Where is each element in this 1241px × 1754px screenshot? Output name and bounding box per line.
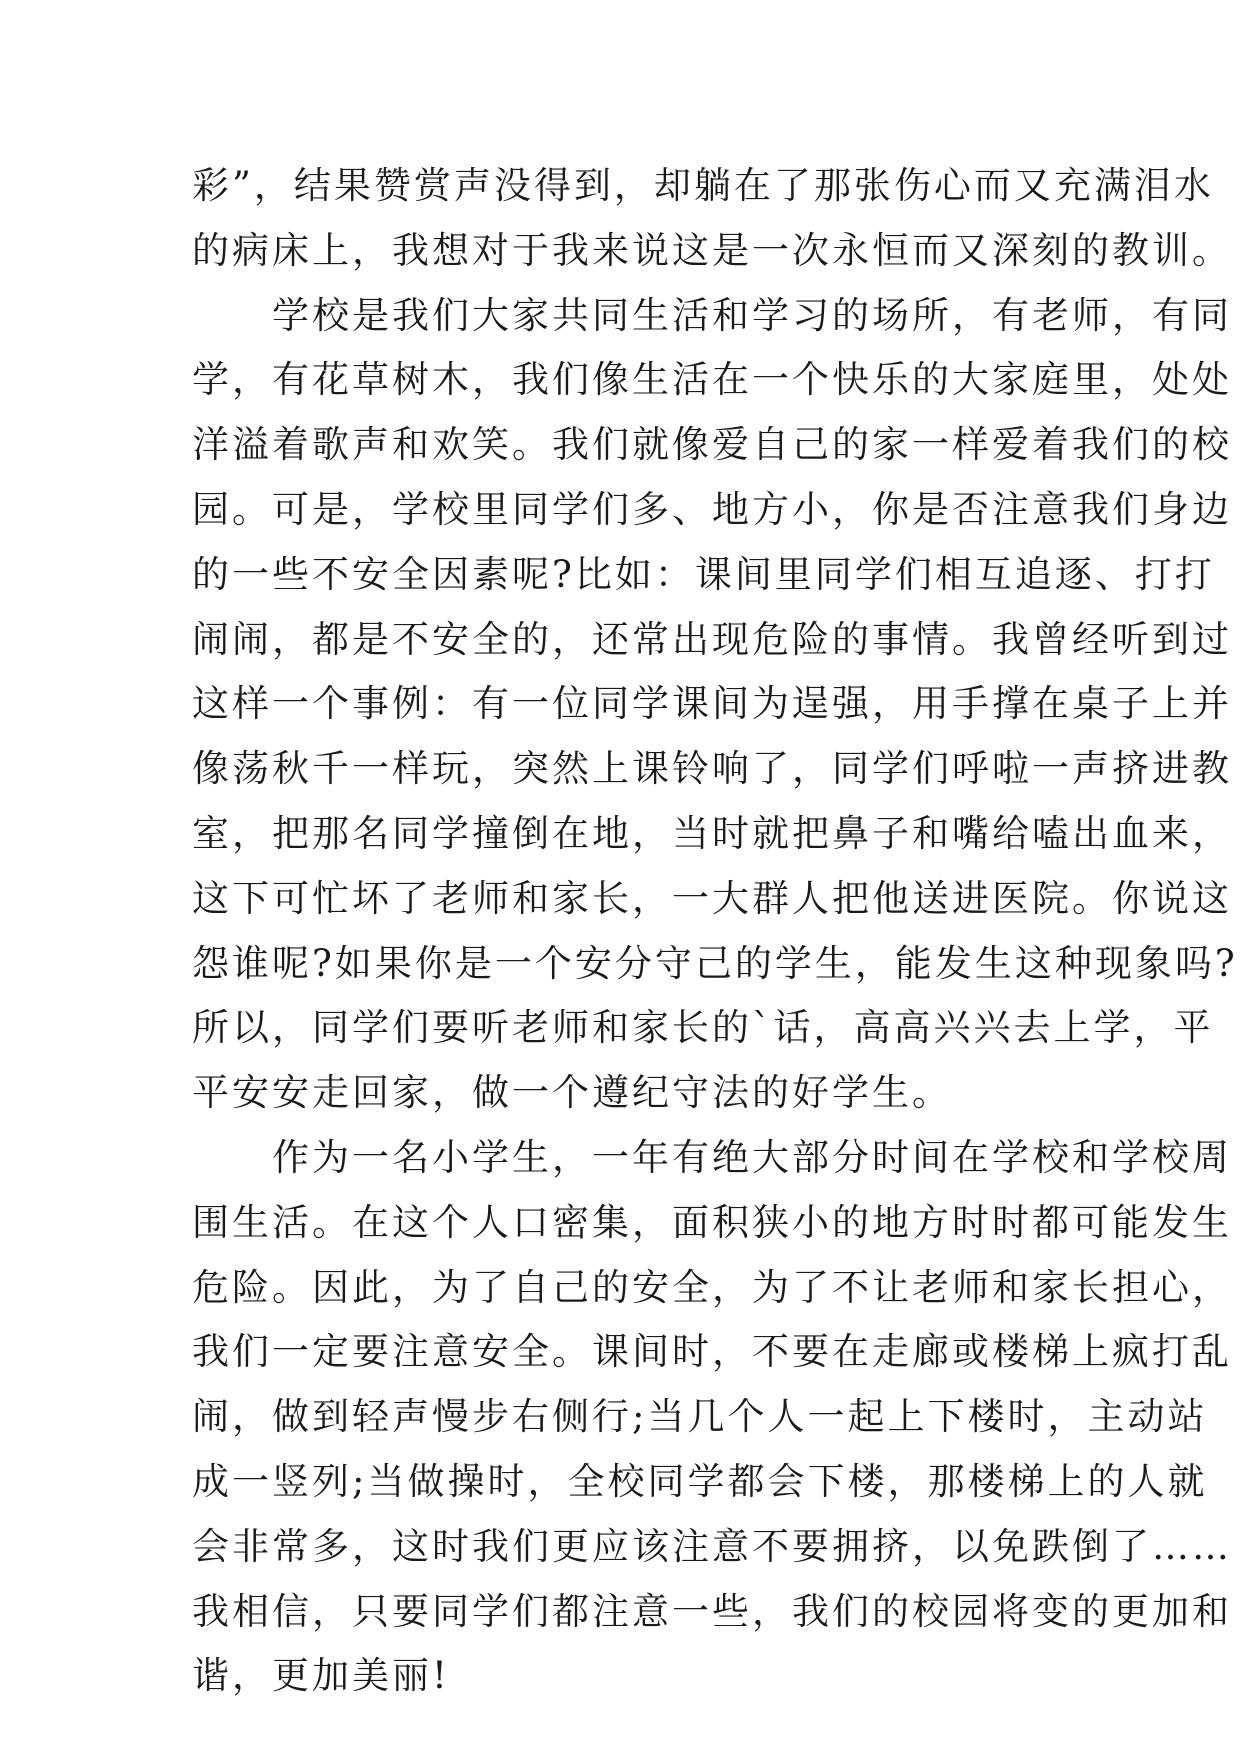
text-line: 会非常多，这时我们更应该注意不要拥挤，以免跌倒了…… (192, 1524, 1232, 1568)
text-line: 所以，同学们要听老师和家长的`话，高高兴兴去上学，平 (192, 1006, 1214, 1050)
text-line: 围生活。在这个人口密集，面积狭小的地方时时都可能发生 (192, 1200, 1232, 1244)
text-line: 学，有花草树木，我们像生活在一个快乐的大家庭里，处处 (192, 358, 1232, 402)
text-line: 闹闹，都是不安全的，还常出现危险的事情。我曾经听到过 (192, 617, 1232, 661)
text-line: 危险。因此，为了自己的安全，为了不让老师和家长担心， (192, 1265, 1232, 1309)
text-line: 谐，更加美丽! (192, 1654, 450, 1698)
text-line: 彩”，结果赞赏声没得到，却躺在了那张伤心而又充满泪水 (192, 164, 1214, 207)
text-line: 我相信，只要同学们都注意一些，我们的校园将变的更加和 (192, 1589, 1232, 1633)
text-line: 洋溢着歌声和欢笑。我们就像爱自己的家一样爱着我们的校 (192, 423, 1232, 467)
text-line: 平安安走回家，做一个遵纪守法的好学生。 (192, 1071, 952, 1115)
text-line: 的一些不安全因素呢?比如：课间里同学们相互追逐、打打 (192, 552, 1215, 596)
text-line: 怨谁呢?如果你是一个安分守己的学生，能发生这种现象吗? (192, 941, 1238, 985)
paragraph-start-line: 学校是我们大家共同生活和学习的场所，有老师，有同 (192, 293, 1232, 337)
document-body (192, 154, 1238, 1709)
text-line: 我们一定要注意安全。课间时，不要在走廊或楼梯上疯打乱 (192, 1330, 1232, 1374)
text-line: 闹，做到轻声慢步右侧行;当几个人一起上下楼时，主动站 (192, 1395, 1208, 1439)
paragraph-start-line: 作为一名小学生，一年有绝大部分时间在学校和学校周 (192, 1135, 1232, 1179)
text-line: 像荡秋千一样玩，突然上课铃响了，同学们呼啦一声挤进教 (192, 747, 1232, 791)
text-line: 室，把那名同学撞倒在地，当时就把鼻子和嘴给嗑出血来， (192, 811, 1232, 855)
text-line: 成一竖列;当做操时，全校同学都会下楼，那楼梯上的人就 (192, 1459, 1208, 1503)
text-line: 这样一个事例：有一位同学课间为逞强，用手撑在桌子上并 (192, 682, 1232, 726)
text-line: 的病床上，我想对于我来说这是一次永恒而又深刻的教训。 (192, 228, 1232, 272)
text-line: 这下可忙坏了老师和家长，一大群人把他送进医院。你说这 (192, 876, 1232, 920)
text-line: 园。可是，学校里同学们多、地方小，你是否注意我们身边 (192, 487, 1232, 531)
